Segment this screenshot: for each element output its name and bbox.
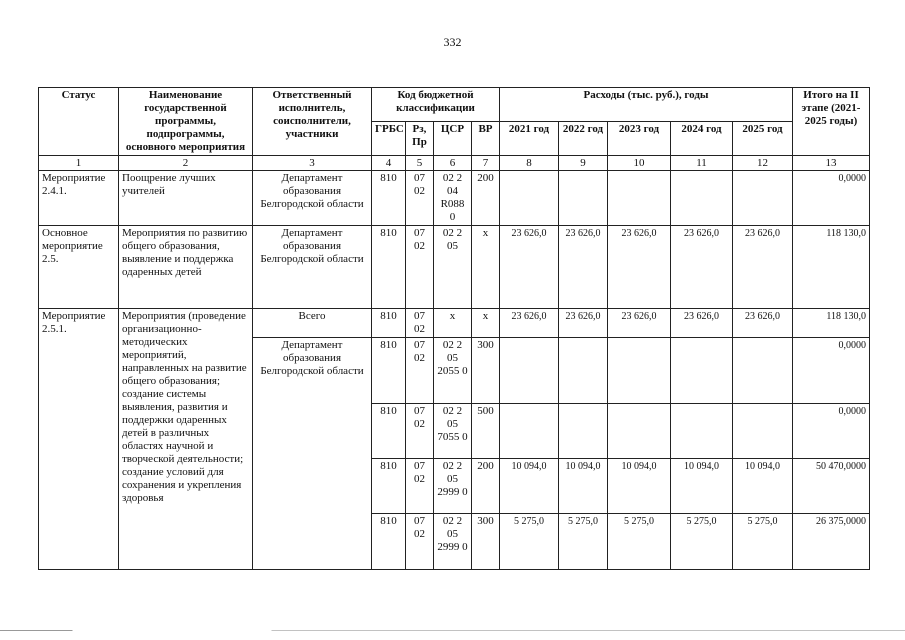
row-2022: 5 275,0 (559, 514, 608, 570)
row-responsible: Департамент образования Белгородской области (253, 171, 372, 226)
row-total: 118 130,0 (793, 226, 870, 309)
row-vr: 200 (472, 171, 500, 226)
row-total: 26 375,0000 (793, 514, 870, 570)
header-grbs: ГРБС (372, 122, 406, 156)
row-total: 0,0000 (793, 171, 870, 226)
row-grbs: 810 (372, 514, 406, 570)
row-2021: 23 626,0 (500, 226, 559, 309)
row-vr: 300 (472, 338, 500, 404)
row-vr: 500 (472, 404, 500, 459)
row-2022: 23 626,0 (559, 309, 608, 338)
row-csr: 02 2 04 R088 0 (434, 171, 472, 226)
row-grbs: 810 (372, 171, 406, 226)
row-status: Основное мероприятие 2.5. (39, 226, 119, 309)
row-total: 50 470,0000 (793, 459, 870, 514)
col-num: 13 (793, 156, 870, 171)
header-row-1 (39, 88, 870, 122)
row-csr: 02 2 05 2999 0 (434, 459, 472, 514)
row-2022: 10 094,0 (559, 459, 608, 514)
header-vr: ВР (472, 122, 500, 156)
col-num: 11 (671, 156, 733, 171)
row-csr: 02 2 05 2055 0 (434, 338, 472, 404)
row-responsible: Всего (253, 309, 372, 338)
col-num: 4 (372, 156, 406, 171)
row-rz: 07 02 (406, 338, 434, 404)
row-2022 (559, 171, 608, 226)
header-2025: 2025 год (733, 122, 793, 156)
row-csr: x (434, 309, 472, 338)
budget-table (38, 87, 870, 570)
col-num: 3 (253, 156, 372, 171)
row-2022: 23 626,0 (559, 226, 608, 309)
col-num: 12 (733, 156, 793, 171)
row-grbs: 810 (372, 309, 406, 338)
row-2022 (559, 404, 608, 459)
row-name: Мероприятия (проведение организационно-методических мероприятий, направленных на развитие общего образования; создание системы выявления, развития и поддержки одаренных детей в различных областях научной и творческой деятельности; создание условий для сохранения и укрепления здоровья (119, 309, 253, 570)
row-2025: 10 094,0 (733, 459, 793, 514)
row-total: 118 130,0 (793, 309, 870, 338)
row-status: Мероприятие 2.4.1. (39, 171, 119, 226)
header-budget-code: Код бюджетной классификации (372, 88, 500, 122)
row-2023 (608, 404, 671, 459)
row-rz: 07 02 (406, 404, 434, 459)
row-total: 0,0000 (793, 338, 870, 404)
row-csr: 02 2 05 2999 0 (434, 514, 472, 570)
scan-border-line (0, 630, 905, 631)
row-vr: x (472, 226, 500, 309)
row-status: Мероприятие 2.5.1. (39, 309, 119, 570)
row-responsible: Департамент образования Белгородской области (253, 226, 372, 309)
header-2022: 2022 год (559, 122, 608, 156)
col-num: 5 (406, 156, 434, 171)
header-rz-pr: Рз, Пр (406, 122, 434, 156)
row-total: 0,0000 (793, 404, 870, 459)
header-csr: ЦСР (434, 122, 472, 156)
header-total: Итого на II этапе (2021-2025 годы) (793, 88, 870, 156)
col-num: 6 (434, 156, 472, 171)
col-num: 8 (500, 156, 559, 171)
row-2025: 23 626,0 (733, 226, 793, 309)
col-num: 1 (39, 156, 119, 171)
row-grbs: 810 (372, 459, 406, 514)
col-num: 2 (119, 156, 253, 171)
header-2024: 2024 год (671, 122, 733, 156)
row-2021 (500, 404, 559, 459)
col-num: 9 (559, 156, 608, 171)
row-2024: 5 275,0 (671, 514, 733, 570)
row-2024 (671, 404, 733, 459)
row-responsible: Департамент образования Белгородской области (253, 338, 372, 570)
row-2025 (733, 404, 793, 459)
row-2021: 23 626,0 (500, 309, 559, 338)
row-csr: 02 2 05 7055 0 (434, 404, 472, 459)
row-rz: 07 02 (406, 171, 434, 226)
row-name: Мероприятия по развитию общего образования, выявление и поддержка одаренных детей (119, 226, 253, 309)
row-2025 (733, 338, 793, 404)
table-row (39, 309, 870, 338)
row-2024: 23 626,0 (671, 226, 733, 309)
row-2021: 10 094,0 (500, 459, 559, 514)
row-vr: 300 (472, 514, 500, 570)
col-num: 10 (608, 156, 671, 171)
row-rz: 07 02 (406, 459, 434, 514)
row-2024: 23 626,0 (671, 309, 733, 338)
row-2025: 23 626,0 (733, 309, 793, 338)
row-vr: x (472, 309, 500, 338)
row-grbs: 810 (372, 404, 406, 459)
row-rz: 07 02 (406, 309, 434, 338)
header-name: Наименование государственной программы, подпрограммы, основного мероприятия (119, 88, 253, 156)
table-row (39, 171, 870, 226)
row-vr: 200 (472, 459, 500, 514)
table-row (39, 226, 870, 309)
row-csr: 02 2 05 (434, 226, 472, 309)
column-number-row (39, 156, 870, 171)
row-grbs: 810 (372, 226, 406, 309)
header-status: Статус (39, 88, 119, 156)
header-expenses: Расходы (тыс. руб.), годы (500, 88, 793, 122)
row-2021: 5 275,0 (500, 514, 559, 570)
row-2022 (559, 338, 608, 404)
row-2024 (671, 171, 733, 226)
row-2023: 10 094,0 (608, 459, 671, 514)
row-2023 (608, 171, 671, 226)
col-num: 7 (472, 156, 500, 171)
header-responsible: Ответственный исполнитель, соисполнители, участники (253, 88, 372, 156)
header-2023: 2023 год (608, 122, 671, 156)
row-2023 (608, 338, 671, 404)
row-2021 (500, 171, 559, 226)
row-2024 (671, 338, 733, 404)
row-2021 (500, 338, 559, 404)
row-rz: 07 02 (406, 226, 434, 309)
row-2025 (733, 171, 793, 226)
header-2021: 2021 год (500, 122, 559, 156)
row-grbs: 810 (372, 338, 406, 404)
row-2023: 5 275,0 (608, 514, 671, 570)
page-number: 332 (443, 35, 462, 49)
row-2025: 5 275,0 (733, 514, 793, 570)
row-rz: 07 02 (406, 514, 434, 570)
row-name: Поощрение лучших учителей (119, 171, 253, 226)
row-2023: 23 626,0 (608, 226, 671, 309)
row-2024: 10 094,0 (671, 459, 733, 514)
row-2023: 23 626,0 (608, 309, 671, 338)
